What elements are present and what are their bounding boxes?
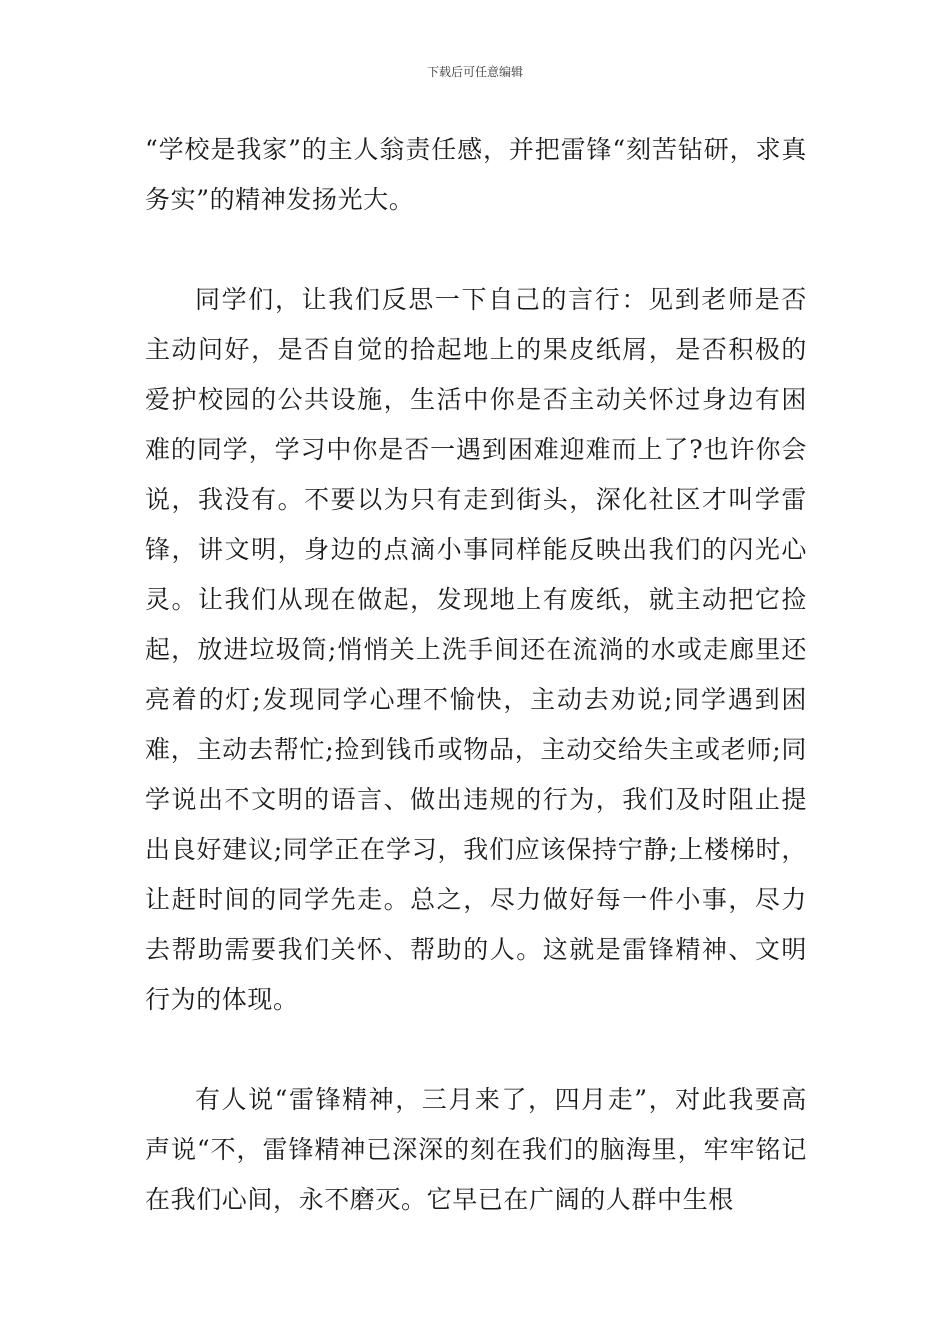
paragraph-2: 同学们，让我们反思一下自己的言行：见到老师是否主动问好，是否自觉的拾起地上的果皮纸屑，是否积极的爱护校园的公共设施，生活中你是否主动关怀过身边有困难的同学，学习中你是否一遇到困难迎难而上了?也许你会说，我没有。不要以为只有走到街头，深化社区才叫学雷锋，讲文明，身边的点滴小事同样能反映出我们的闪光心灵。让我们从现在做起，发现地上有废纸，就主动把它捡起，放进垃圾筒;悄悄关上洗手间还在流淌的水或走廊里还亮着的灯;发现同学心理不愉快，主动去劝说;同学遇到困难，主动去帮忙;捡到钱币或物品，主动交给失主或老师;同学说出不文明的语言、做出违规的行为，我们及时阻止提出良好建议;同学正在学习，我们应该保持宁静;上楼梯时，让赶时间的同学先走。总之，尽力做好每一件小事，尽力去帮助需要我们关怀、帮助的人。这就是雷锋精神、文明行为的体现。 [145,285,807,1014]
page-header: 下载后可任意编辑 [426,65,523,79]
paragraph-3: 有人说“雷锋精神，三月来了，四月走”，对此我要高声说“不，雷锋精神已深深的刻在我们的脑海里，牢牢铭记在我们心间，永不磨灭。它早已在广阔的人群中生根 [145,1085,807,1214]
document-body [145,125,807,1225]
paragraph-1: “学校是我家”的主人翁责任感，并把雷锋“刻苦钻研，求真务实”的精神发扬光大。 [145,135,807,214]
